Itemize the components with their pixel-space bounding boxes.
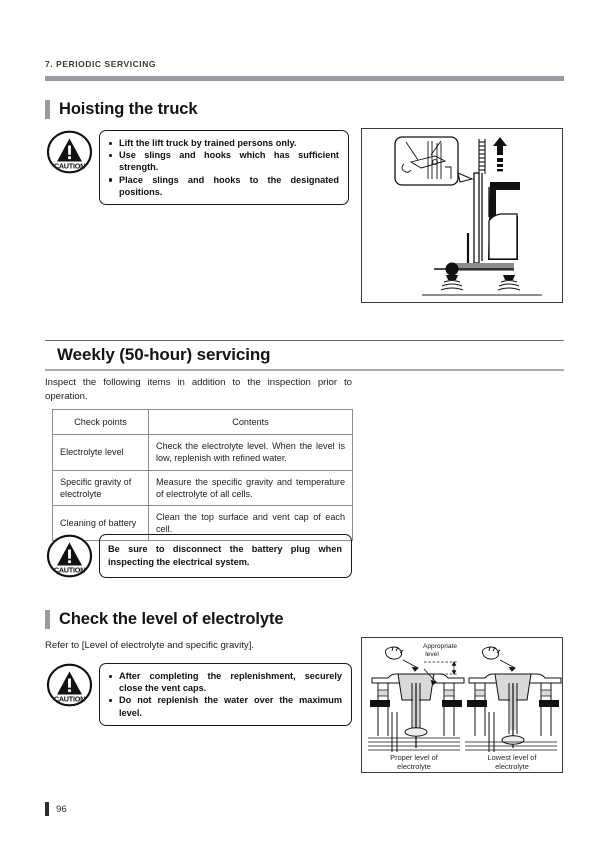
footer-accent-bar [45, 802, 49, 816]
caution-list-hoisting [108, 137, 339, 198]
check-points-table [52, 409, 353, 541]
heading-accent-bar [45, 610, 50, 629]
weekly-intro-text: Inspect the following items in addition to the inspection prior to operation. [45, 377, 352, 402]
svg-text:CAUTION: CAUTION [53, 565, 86, 575]
section-title-hoisting: Hoisting the truck [59, 100, 198, 118]
caution-box-electrolyte [99, 663, 352, 726]
caution-block-weekly [46, 534, 352, 578]
section-heading-electrolyte [45, 610, 283, 629]
svg-text:Appropriate: Appropriate [422, 643, 458, 650]
table-cell-check-point: Cleaning of battery [53, 505, 149, 540]
table-cell-contents: Clean the top surface and vent cap of each cell. [149, 505, 353, 540]
section-heading-hoisting [45, 100, 197, 119]
caution-icon [46, 534, 93, 578]
caution-item: Place slings and hooks to the designated positions. [108, 174, 339, 198]
table-header-row [53, 410, 353, 435]
caution-item: Use slings and hooks which has sufficient strength. [108, 149, 339, 173]
caution-block-hoisting [46, 130, 349, 205]
table-cell-contents: Measure the specific gravity and temperature of electrolyte of all cells. [149, 470, 353, 505]
heading-rule-bottom [45, 369, 564, 371]
section-title-electrolyte: Check the level of electrolyte [59, 610, 284, 628]
table-header-contents: Contents [149, 410, 353, 435]
running-header [45, 60, 565, 69]
svg-text:CAUTION: CAUTION [53, 161, 86, 171]
caution-block-electrolyte [46, 663, 352, 726]
heading-accent-bar [45, 100, 50, 119]
caution-icon [46, 130, 93, 174]
caution-item: Lift the lift truck by trained persons only. [108, 137, 339, 149]
running-header-title: 7. PERIODIC SERVICING [45, 59, 157, 69]
section-title-weekly: Weekly (50-hour) servicing [57, 345, 271, 364]
electrolyte-intro-text: Refer to [Level of electrolyte and specific gravity]. [45, 640, 255, 651]
page-number: 96 [56, 803, 67, 815]
table-row [53, 470, 353, 505]
svg-text:electrolyte: electrolyte [495, 762, 529, 771]
caution-list-electrolyte [108, 670, 342, 719]
header-rule [45, 76, 564, 81]
section-heading-weekly [45, 340, 564, 371]
table-cell-check-point: Specific gravity of electrolyte [53, 470, 149, 505]
svg-text:Lowest level of: Lowest level of [487, 753, 537, 762]
figure-electrolyte-levels [361, 637, 563, 773]
figure-lift-truck-hoisting [361, 128, 563, 303]
svg-text:Proper level of: Proper level of [390, 753, 438, 762]
caution-text: Be sure to disconnect the battery plug when inspecting the electrical system. [108, 544, 342, 567]
caution-box-weekly [99, 534, 352, 578]
table-cell-contents: Check the electrolyte level. When the level is low, replenish with refined water. [149, 435, 353, 470]
svg-text:CAUTION: CAUTION [53, 694, 86, 704]
page-footer [45, 802, 67, 816]
table-header-check-points: Check points [53, 410, 149, 435]
svg-text:electrolyte: electrolyte [397, 762, 431, 771]
table-cell-check-point: Electrolyte level [53, 435, 149, 470]
caution-box-hoisting [99, 130, 349, 205]
caution-item: Do not replenish the water over the maximum level. [108, 694, 342, 718]
table-row [53, 435, 353, 470]
svg-text:level: level [425, 651, 439, 658]
caution-item: After completing the replenishment, securely close the vent caps. [108, 670, 342, 694]
caution-icon [46, 663, 93, 707]
